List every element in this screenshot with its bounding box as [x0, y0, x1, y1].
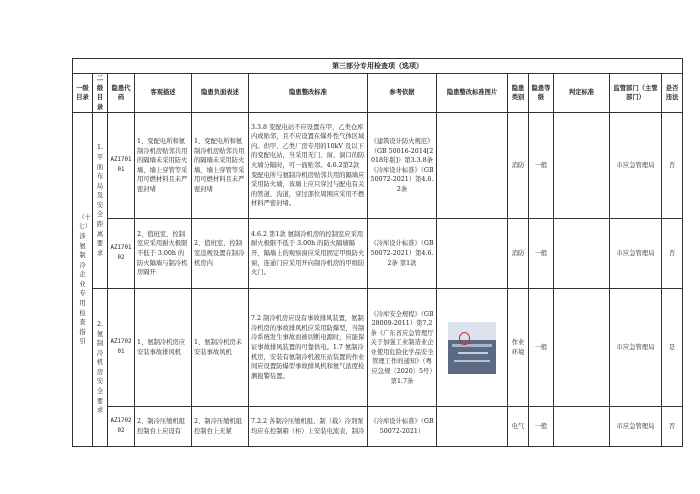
level2-cell: [93, 289, 108, 447]
reference-basis: 《冷库设计标准》（GB 50072-2021）第4.6.2条 第1款: [368, 219, 437, 289]
hazard-code: AZ170201: [108, 289, 135, 407]
negative-desc: 1、变配电所和氨制冷机房贴邻共用的隔墙未采用防火墙，墙上穿管等采用可燃材料且未严密封堵: [192, 113, 249, 219]
objective-desc: 1、变配电所和氨制冷机房贴邻共用的隔墙未采用防火墙，墙上穿管等采用可燃材料且未严密封堵: [135, 113, 192, 219]
rectification-standard: 7.2.2 各制冷压缩机组、制（载）冷剂泵均应在控制箱（柜）上安装电流表，制冷: [249, 407, 368, 447]
header-level: 隐患等级: [529, 74, 554, 113]
determination: [554, 289, 610, 407]
hazard-code: AZ170102: [108, 219, 135, 289]
hazard-category: 消防: [508, 113, 529, 219]
highlight-circle-icon: [459, 332, 470, 345]
objective-desc: 1、氨制冷机房应安装事故排风机: [135, 289, 192, 407]
hazard-level: 一般: [529, 113, 554, 219]
hazard-level: 一般: [529, 219, 554, 289]
header-std-image: 隐患整改标准图片: [437, 74, 508, 113]
section-title: 第三部分专用检查项（选项）: [73, 59, 683, 74]
header-category: 隐患类别: [508, 74, 529, 113]
header-objective-desc: 客观描述: [135, 74, 192, 113]
header-reference: 参考依据: [368, 74, 437, 113]
hazard-category: 电气: [508, 407, 529, 447]
level2-label: 2.氨制冷机房安全要求: [96, 320, 104, 415]
hazard-category: 消防: [508, 219, 529, 289]
table-row: [73, 113, 683, 219]
inspection-table-sheet: [72, 58, 682, 447]
determination: [554, 219, 610, 289]
determination: [554, 407, 610, 447]
negative-desc: 2、制冷压缩机组控制台上无紧: [192, 407, 249, 447]
rectification-standard: 7.2 制冷机房应设有事故排风装置，氨制冷机房的事故排风机应采用防爆型，当制冷系统发生事故而被切断电源时，应能保证事故排风装置的可靠供电。1.7 氨制冷机房，安装有氨制冷机液压站装置的作业间应设置防爆型事故排风机和氨气浓度检测报警装置。: [249, 289, 368, 407]
standard-image-cell: [437, 407, 508, 447]
table-row: [73, 407, 683, 447]
header-standard: 隐患整改标准: [249, 74, 368, 113]
level1-cell: [73, 113, 93, 447]
negative-desc: 1、氨制冷机房未安装事故风机: [192, 289, 249, 407]
table-row: [73, 219, 683, 289]
inspection-table: [72, 58, 683, 447]
authority: 市应急管理局: [610, 113, 662, 219]
authority: 市应急管理局: [610, 289, 662, 407]
violation: 否: [662, 113, 683, 219]
rectification-standard: 3.3.8 变配电站不应设置在甲、乙类仓库内或贴邻，且不应设置在爆炸性气体区域内。供甲、乙类厂房专用的10kV 及以下的变配电站，当采用无门、窗、洞口的防火墙分隔时，可一面贴邻。4.6.2第2款 变配电所与氨制冷机房贴邻共用的隔墙应采用防火墙，该墙上应只穿过与配电有关的管道、沟道，穿过部位周围应采用不燃材料严密封堵。: [249, 113, 368, 219]
objective-desc: 2、制冷压缩机组控制台上应设有: [135, 407, 192, 447]
reference-basis: 《建筑设计防火规范》（GB 50016-2014[2018年版]）第3.3.8条《冷库设计标准》（GB 50072-2021）第4.6.2条: [368, 113, 437, 219]
standard-image-cell: [437, 289, 508, 407]
standard-image-cell: [437, 219, 508, 289]
rectification-standard: 4.6.2 第1款 氨制冷机房的控制室应采用耐火极限不低于 3.00h 的防火隔墙隔开，隔墙上的观察窗应采用固定甲级防火窗，连通门应采用开向制冷机房的甲级防火门。: [249, 219, 368, 289]
hazard-code: AZ170202: [108, 407, 135, 447]
table-row: [73, 289, 683, 407]
violation: 否: [662, 219, 683, 289]
authority: 市应急管理局: [610, 407, 662, 447]
determination: [554, 113, 610, 219]
reference-basis: 《冷库设计标准》（GB 50072-2021）: [368, 407, 437, 447]
hazard-level: 一般: [529, 407, 554, 447]
header-level2: 二级目录: [93, 74, 108, 113]
header-authority: 监管部门（主管部门）: [610, 74, 662, 113]
hazard-level: 一般: [529, 289, 554, 407]
hazard-code: AZ170101: [108, 113, 135, 219]
exhaust-fan-photo: [448, 322, 496, 374]
header-code: 隐患代码: [108, 74, 135, 113]
level2-label: 1.平面布局及安全距离要求: [96, 144, 104, 257]
header-determination: 判定标准: [554, 74, 610, 113]
violation: 否: [662, 407, 683, 447]
header-negative-desc: 隐患负面表述: [192, 74, 249, 113]
objective-desc: 2、值班室、控制室应采用耐火极限不低于 3.00h 的防火隔墙与制冷机房隔开: [135, 219, 192, 289]
level2-cell: [93, 113, 108, 289]
violation: 是: [662, 289, 683, 407]
header-level1: 一级目录: [73, 74, 93, 113]
reference-basis: 《冷库安全规程》（GB28009-2011）第7.2条《广东省应急管理厅关于加强工业制造业企业使用危险化学品安全管理工作的通知》（粤应急规〔2020〕5号）第1.7条: [368, 289, 437, 407]
hazard-category: 作业环境: [508, 289, 529, 407]
header-violation: 是否违法: [662, 74, 683, 113]
negative-desc: 2、值班室、控制室违规设置在制冷机房内: [192, 219, 249, 289]
level1-label: （十七）涉氨制冷企业专用检查指引: [78, 213, 92, 346]
standard-image-cell: [437, 113, 508, 219]
authority: 市应急管理局: [610, 219, 662, 289]
